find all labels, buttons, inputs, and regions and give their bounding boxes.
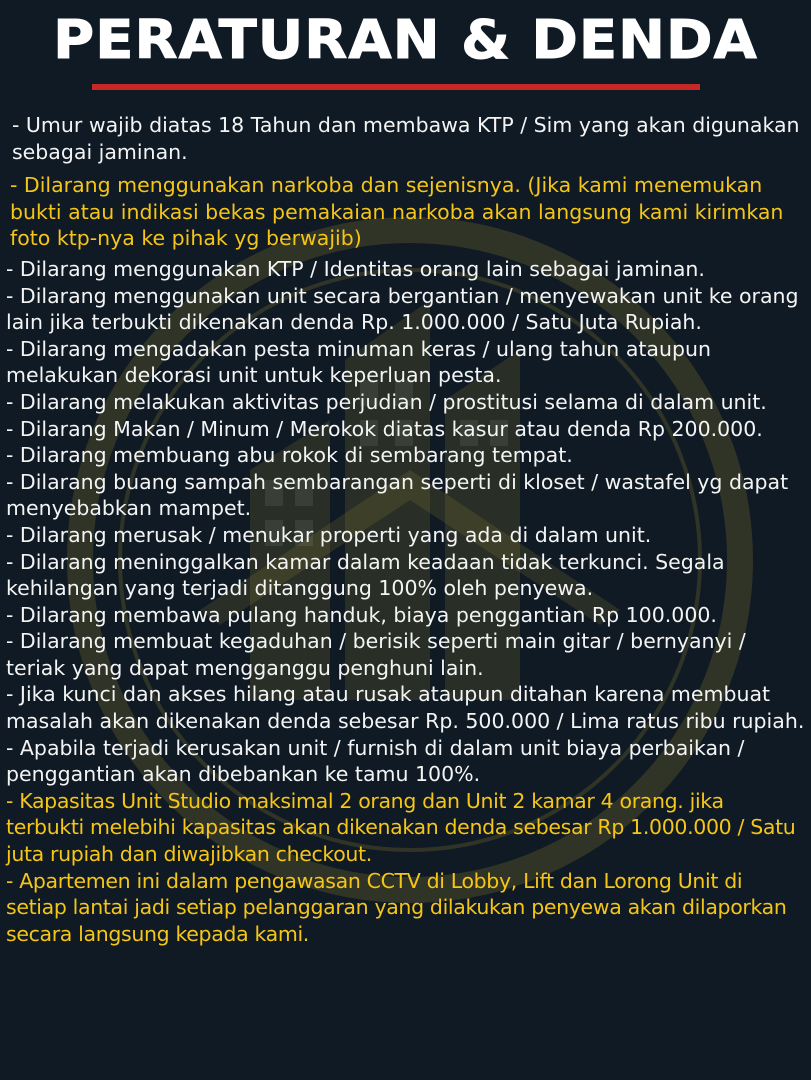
rule-item-identity: - Dilarang menggunakan KTP / Identitas orang lain sebagai jaminan. [6, 256, 705, 281]
rule-item-key-loss: - Jika kunci dan akses hilang atau rusak ataupun ditahan karena membuat masalah akan dikenakan denda sebesar Rp. 500.000 / Lima ratus ribu rupiah. [6, 682, 805, 734]
rule-item-ash: - Dilarang membuang abu rokok di sembarang tempat. [6, 443, 573, 468]
rules-list [6, 112, 806, 947]
rule-item-unlocked: - Dilarang meninggalkan kamar dalam keadaan tidak terkunci. Segala kehilangan yang terjadi ditanggung 100% oleh penyewa. [6, 549, 725, 601]
rule-item-cctv: - Apartemen ini dalam pengawasan CCTV di Lobby, Lift dan Lorong Unit di setiap lantai jadi setiap pelanggaran yang dilakukan penyewa akan dilaporkan secara langsung kepada kami. [6, 868, 787, 946]
rule-item-capacity: - Kapasitas Unit Studio maksimal 2 orang dan Unit 2 kamar 4 orang. jika terbukti melebihi kapasitas akan dikenakan denda sebesar Rp 1.000.000 / Satu juta rupiah dan diwajibkan checkout. [6, 788, 796, 867]
rule-item-gambling: - Dilarang melakukan aktivitas perjudian / prostitusi selama di dalam unit. [6, 389, 767, 414]
rule-item-damage: - Dilarang merusak / menukar properti yang ada di dalam unit. [6, 522, 652, 547]
rule-item-age: - Umur wajib diatas 18 Tahun dan membawa KTP / Sim yang akan digunakan sebagai jaminan. [12, 113, 800, 164]
rule-item-party: - Dilarang mengadakan pesta minuman keras / ulang tahun ataupun melakukan dekorasi unit untuk keperluan pesta. [6, 336, 711, 388]
rule-item-eating-bed: - Dilarang Makan / Minum / Merokok diatas kasur atau denda Rp 200.000. [6, 416, 763, 441]
title-underline [92, 84, 700, 90]
page-title: PERATURAN & DENDA [53, 9, 758, 72]
rule-item-noise: - Dilarang membuat kegaduhan / berisik seperti main gitar / bernyanyi / teriak yang dapat mengganggu penghuni lain. [6, 629, 746, 680]
rule-item-repairs: - Apabila terjadi kerusakan unit / furnish di dalam unit biaya perbaikan / penggantian akan dibebankan ke tamu 100%. [6, 735, 745, 787]
rule-item-subletting: - Dilarang menggunakan unit secara bergantian / menyewakan unit ke orang lain jika terbukti dikenakan denda Rp. 1.000.000 / Satu Juta Rupiah. [6, 283, 799, 335]
rule-item-trash: - Dilarang buang sampah sembarangan seperti di kloset / wastafel yg dapat menyebabkan mampet. [6, 469, 789, 521]
rule-item-narcotics: - Dilarang menggunakan narkoba dan sejenisnya. (Jika kami menemukan bukti atau indikasi bekas pemakaian narkoba akan langsung kami kirimkan foto ktp-nya ke pihak yg berwajib) [10, 173, 784, 251]
rule-item-towel: - Dilarang membawa pulang handuk, biaya penggantian Rp 100.000. [6, 602, 717, 627]
